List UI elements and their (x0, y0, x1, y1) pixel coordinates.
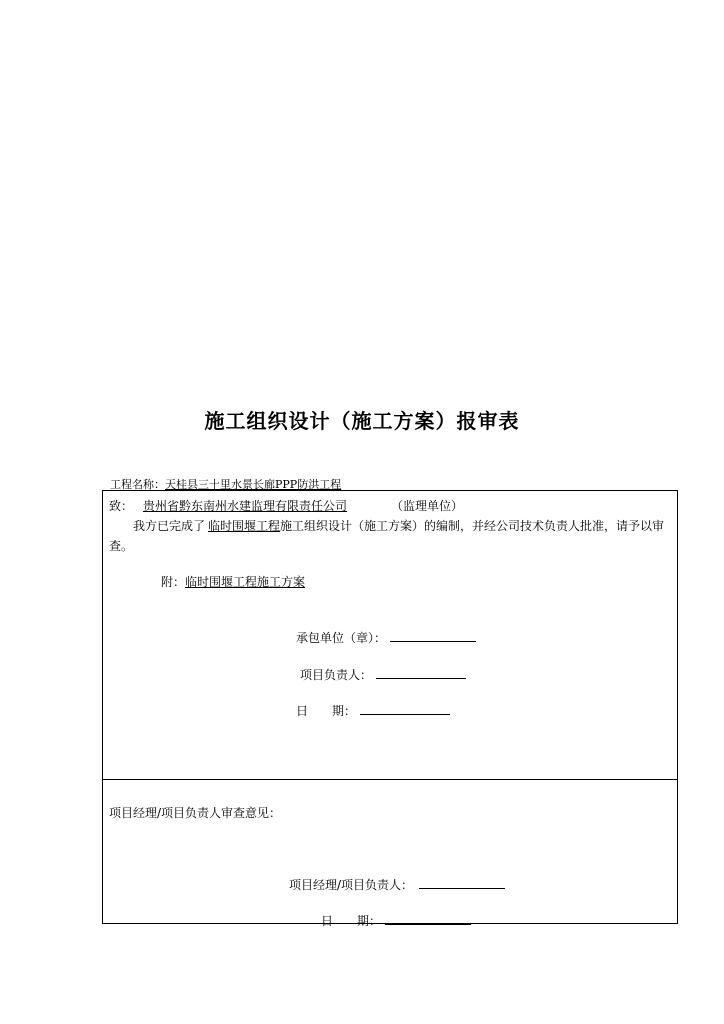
review-date-line (321, 912, 471, 929)
review-signer-line (289, 876, 505, 893)
review-date-label: 日 期： (321, 914, 382, 928)
addressee-line (109, 497, 463, 514)
review-signer-label: 项目经理/项目负责人： (289, 878, 414, 892)
attachment-line (161, 573, 311, 590)
contractor-date-line (296, 702, 450, 719)
paragraph-item: 临时围堰工程 (208, 519, 281, 533)
paragraph-part-1: 我方已完成了 (133, 519, 206, 533)
attachment-value: 临时围堰工程施工方案 (185, 575, 306, 589)
review-signer-blank[interactable] (419, 876, 505, 889)
addressee-value: 贵州省黔东南州水建监理有限责任公司 (143, 499, 348, 513)
project-name-label: 工程名称： (110, 478, 165, 491)
contractor-manager-line (300, 666, 466, 683)
form-table (102, 490, 678, 928)
contractor-date-label: 日 期： (296, 704, 357, 718)
contractor-unit-label: 承包单位（章）： (296, 631, 387, 645)
addressee-suffix: （监理单位） (391, 499, 464, 513)
contractor-date-blank[interactable] (360, 702, 450, 715)
contractor-manager-blank[interactable] (376, 666, 466, 679)
review-opinion-label: 项目经理/项目负责人审查意见： (109, 806, 282, 820)
addressee-label: 致： (109, 499, 134, 513)
contractor-manager-label: 项目负责人： (300, 668, 373, 682)
section-divider (103, 779, 677, 780)
paragraph-part-2: 施工组织设计（施工方案）的编制，并经公司技术负责人批准，请予以审查。 (109, 519, 665, 553)
review-date-blank[interactable] (385, 912, 471, 925)
submission-paragraph (109, 516, 671, 556)
project-name-value: 天桂县三十里水景长廊PPP防洪工程 (165, 478, 342, 491)
contractor-unit-line (296, 629, 476, 646)
attachment-label: 附： (161, 575, 186, 589)
page-title: 施工组织设计（施工方案）报审表 (204, 409, 520, 433)
contractor-unit-blank[interactable] (390, 629, 476, 642)
